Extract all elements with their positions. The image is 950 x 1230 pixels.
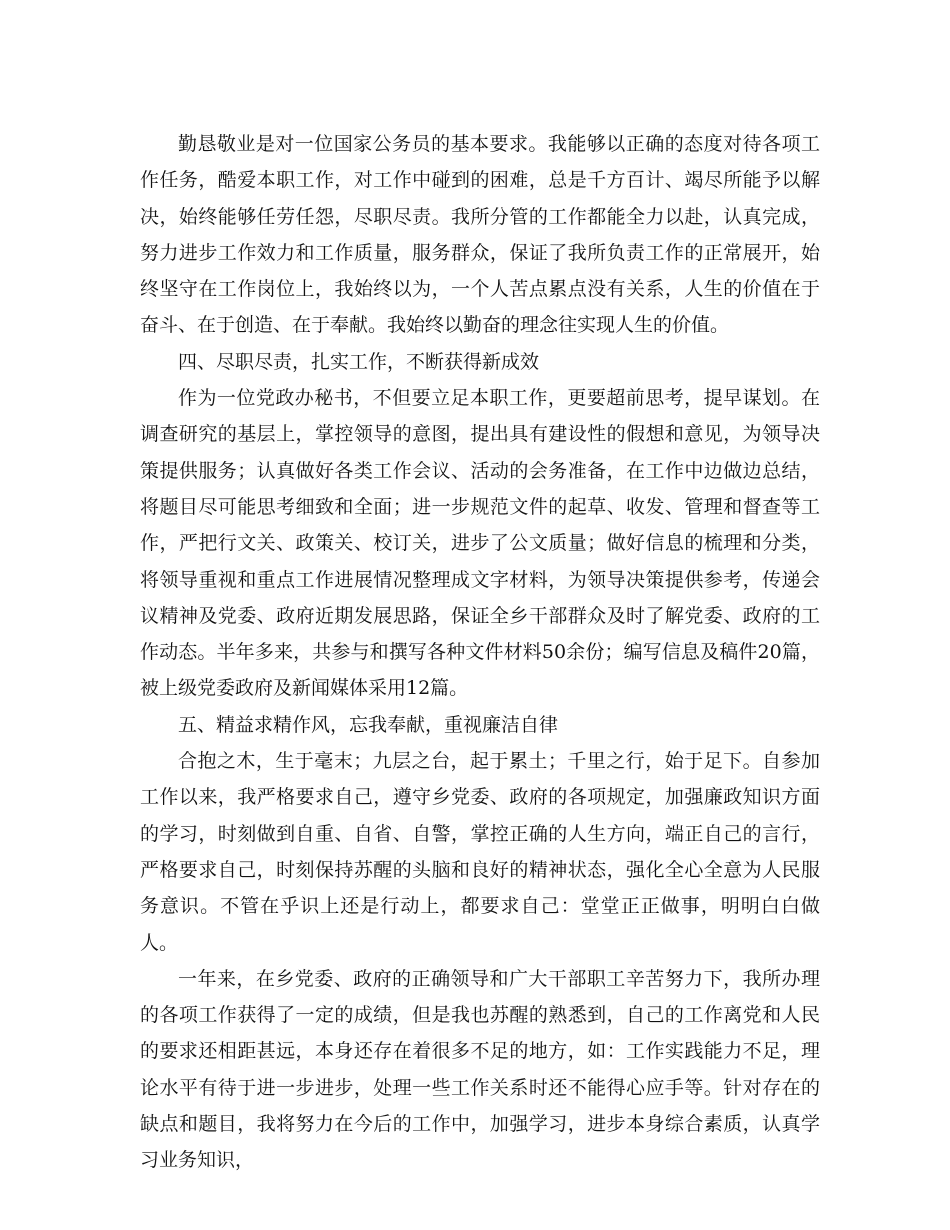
document-body: [140, 126, 820, 1179]
paragraph-diligence: 勤恳敬业是对一位国家公务员的基本要求。我能够以正确的态度对待各项工作任务，酷爱本职工作，对工作中碰到的困难，总是千方百计、竭尽所能予以解决，始终能够任劳任怨，尽职尽责。我所分管的工作都能全力以赴，认真完成，努力进步工作效力和工作质量，服务群众，保证了我所负责工作的正常展开，始终坚守在工作岗位上，我始终以为，一个人苦点累点没有关系，人生的价值在于奋斗、在于创造、在于奉献。我始终以勤奋的理念往实现人生的价值。: [140, 133, 820, 337]
section-heading-5: 五、精益求精作风，忘我奉献，重视廉洁自律: [178, 713, 559, 736]
paragraph-self-discipline: 合抱之木，生于毫末；九层之台，起于累土；千里之行，始于足下。自参加工作以来，我严格要求自己，遵守乡党委、政府的各项规定，加强廉政知识方面的学习，时刻做到自重、自省、自警，掌控正确的人生方向，端正自己的言行，严格要求自己，时刻保持苏醒的头脑和良好的精神状态，强化全心全意为人民服务意识。不管在乎识上还是行动上，都要求自己：堂堂正正做事，明明白白做人。: [140, 750, 820, 954]
section-heading-4: 四、尽职尽责，扎实工作，不断获得新成效: [178, 350, 540, 373]
paragraph-summary: 一年来，在乡党委、政府的正确领导和广大干部职工辛苦努力下，我所办理的各项工作获得了一定的成绩，但是我也苏醒的熟悉到，自己的工作离党和人民的要求还相距甚远，本身还存在着很多不足的地方，如：工作实践能力不足，理论水平有待于进一步进步，处理一些工作关系时还不能得心应手等。针对存在的缺点和题目，我将努力在今后的工作中，加强学习，进步本身综合素质，认真学习业务知识，: [140, 967, 820, 1172]
paragraph-secretary-duties: 作为一位党政办秘书，不但要立足本职工作，更要超前思考，提早谋划。在调查研究的基层上，掌控领导的意图，提出具有建设性的假想和意见，为领导决策提供服务；认真做好各类工作会议、活动的会务准备，在工作中边做边总结，将题目尽可能思考细致和全面；进一步规范文件的起草、收发、管理和督查等工作，严把行文关、政策关、校订关，进步了公文质量；做好信息的梳理和分类，将领导重视和重点工作进展情况整理成文字材料，为领导决策提供参考，传递会议精神及党委、政府近期发展思路，保证全乡干部群众及时了解党委、政府的工作动态。半年多来，共参与和撰写各种文件材料50余份；编写信息及稿件20篇，被上级党委政府及新闻媒体采用12篇。: [140, 387, 820, 700]
